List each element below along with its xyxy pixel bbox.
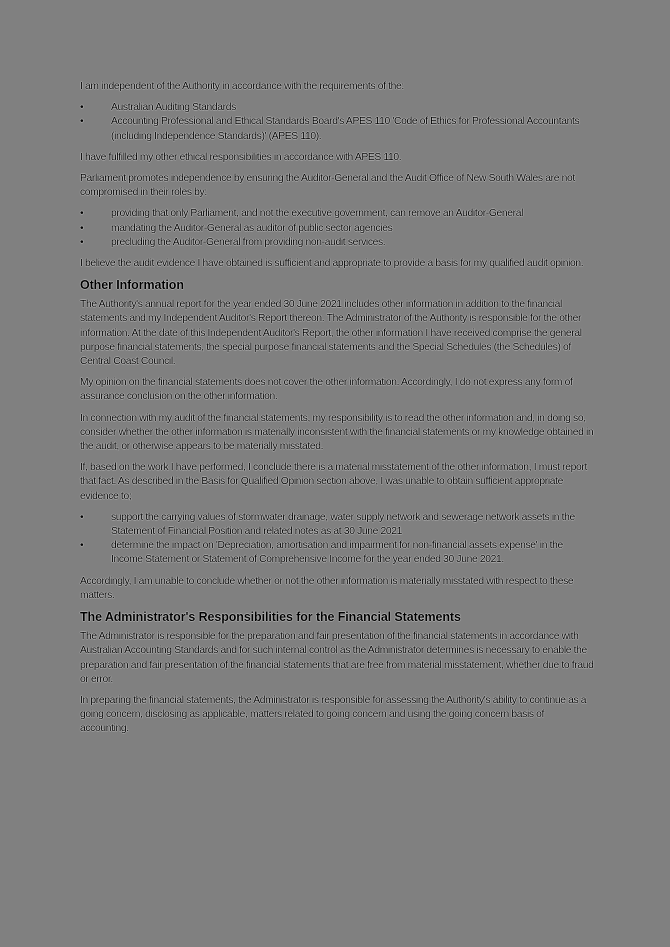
list-item-text: support the carrying values of stormwater drainage, water supply network and sewerage network assets in the Statement of Financial Position and related notes as at 30 June 2021: [111, 511, 575, 538]
list-item: [80, 539, 595, 567]
list-item: [80, 101, 595, 115]
paragraph: In preparing the financial statements, the Administrator is responsible for assessing the Authority's ability to continue as a going concern, disclosing as applicable, matters related to going concern and using the going concern basis of accounting.: [80, 694, 587, 735]
ethical-responsibilities: I have fulfilled my other ethical responsibilities in accordance with APES 110.: [80, 151, 402, 163]
bullet-icon: •: [80, 208, 84, 220]
list-item-text: mandating the Auditor-General as auditor of public sector agencies: [111, 222, 393, 234]
list-item: [80, 236, 595, 250]
section-heading: Other Information: [80, 278, 184, 293]
list-item: [80, 222, 595, 236]
bullet-icon: •: [80, 236, 84, 248]
paragraph: The Authority's annual report for the year ended 30 June 2021 includes other information in addition to the financial statements and my Independent Auditor's Report thereon. The Administrator of the Authority is responsible for the other information. At the date of this Independent Auditor's Report, the other information I have received comprise the general purpose financial statements, the special purpose financial statements and the Special Schedules (the Schedules) of Central Coast Council.: [80, 299, 582, 368]
paragraph: My opinion on the financial statements does not cover the other information. Accordingly, I do not express any form of assurance conclusion on the other information.: [80, 377, 573, 403]
parliament-intro: Parliament promotes independence by ensuring the Auditor-General and the Audit Office of New South Wales are not compromised in their roles by:: [80, 173, 575, 199]
paragraph: In connection with my audit of the financial statements, my responsibility is to read the other information and, in doing so, consider whether the other information is materially inconsistent with the financial statements or my knowledge obtained in the audit, or otherwise appears to be materially misstated.: [80, 412, 594, 453]
list-item: [80, 115, 595, 143]
unable-to-obtain-list: [80, 511, 595, 568]
independence-intro: I am independent of the Authority in accordance with the requirements of the:: [80, 81, 404, 92]
audit-evidence-statement: I believe the audit evidence I have obtained is sufficient and appropriate to provide a basis for my qualified audit opinion.: [80, 258, 584, 270]
bullet-icon: •: [80, 102, 84, 114]
list-item-text: precluding the Auditor-General from providing non-audit services.: [111, 236, 386, 248]
list-item: [80, 207, 595, 221]
paragraph: The Administrator is responsible for the preparation and fair presentation of the financial statements in accordance with Australian Accounting Standards and for such internal control as the Administrator determines is necessary to enable the preparation and fair presentation of the financial statements that are free from material misstatement, whether due to fraud or error.: [80, 631, 594, 685]
bullet-icon: •: [80, 540, 84, 552]
bullet-icon: •: [80, 511, 84, 523]
document-page: [80, 80, 595, 744]
bullet-icon: •: [80, 222, 84, 234]
list-item-text: Australian Auditing Standards: [111, 102, 236, 114]
list-item-text: providing that only Parliament, and not the executive government, can remove an Auditor-General: [111, 208, 524, 220]
parliament-list: [80, 207, 595, 250]
independence-list: [80, 101, 595, 144]
paragraph: Accordingly, I am unable to conclude whether or not the other information is materially misstated with respect to these matters.: [80, 575, 574, 601]
list-item: [80, 511, 595, 539]
administrator-responsibilities-section: [80, 610, 595, 736]
bullet-icon: •: [80, 116, 84, 128]
list-item-text: Accounting Professional and Ethical Standards Board's APES 110 'Code of Ethics for Professional Accountants (including Independence Standards)' (APES 110).: [111, 116, 580, 142]
other-information-section: [80, 278, 595, 603]
section-heading: The Administrator's Responsibilities for the Financial Statements: [80, 610, 461, 625]
list-item-text: determine the impact on 'Depreciation, amortisation and impairment for non-financial assets expense' in the Income Statement or Statement of Comprehensive Income for the year ended 30 June 2021.: [111, 540, 563, 566]
paragraph: If, based on the work I have performed, I conclude there is a material misstatement of the other information, I must report that fact. As described in the Basis for Qualified Opinion section above, I was unable to obtain sufficient appropriate evidence to;: [80, 462, 587, 502]
